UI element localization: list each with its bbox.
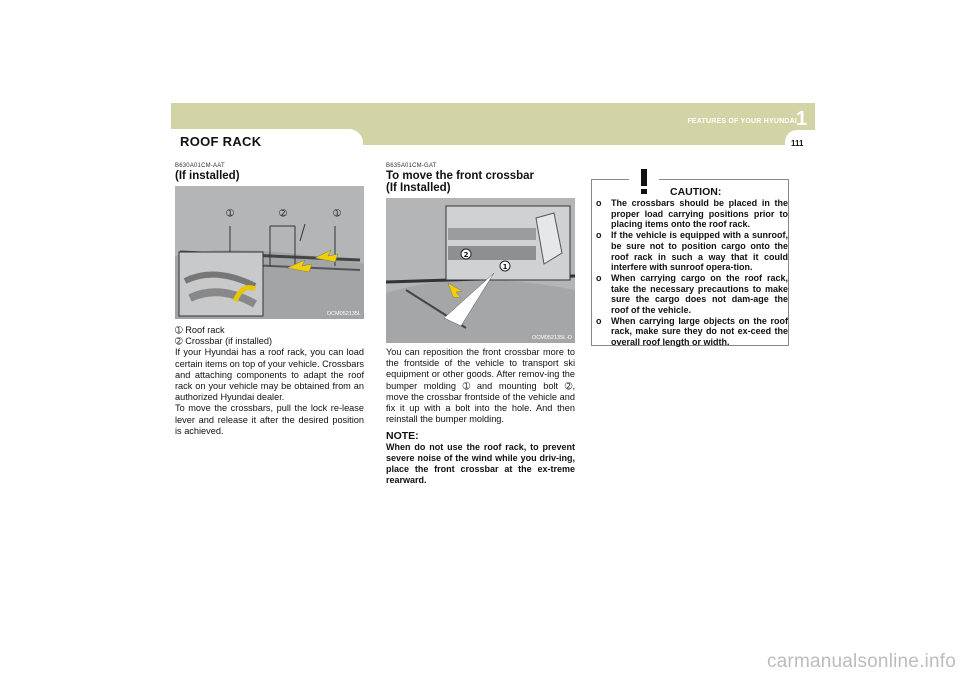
section-heading: (If installed) [175, 170, 240, 182]
image-caption: OCM052135L-D [531, 335, 572, 341]
paragraph: You can reposition the front crossbar more to the frontside of the vehicle to transport ski equipment or other goods. After remov-ing the bumper molding ➀ and mounting bolt ➁, move the crossbar frontside of the vehicle and fix it up with a bolt into the hole. And then reinstall the bumper molding. [386, 347, 575, 425]
callout-2: ➁ [279, 209, 287, 219]
callout-2: 2 [463, 251, 469, 259]
bullet: o [596, 230, 602, 241]
warning-icon [629, 166, 659, 196]
paragraph: If your Hyundai has a roof rack, you can load certain items on top of your vehicle. Crossbars and attaching components to adapt the roof rack on your vehicle may be obtained from an authorized Hyundai dealer. [175, 347, 364, 403]
watermark: carmanualsonline.info [766, 651, 956, 672]
caution-item: o When carrying cargo on the roof rack, take the necessary precautions to make sure the cargo does not dam-age the roof of the vehicle. [596, 272, 788, 316]
caution-list [596, 198, 788, 348]
image-caption: OCM052135L [326, 311, 361, 317]
section-code: B630A01CM-AAT [175, 163, 225, 169]
caution-item: o If the vehicle is equipped with a sunroof, be sure not to position cargo onto the roof rack in such a way that it could interfere with sunroof opera-tion. [596, 230, 788, 273]
crossbar-illustration [386, 198, 575, 343]
paragraph: To move the crossbars, pull the lock re-lease lever and release it after the desired position is achieved. [175, 403, 364, 436]
section-title: ROOF RACK [180, 134, 262, 149]
crossbar-drawing [386, 198, 575, 343]
chapter-number: 1 [796, 108, 808, 130]
caution-title: CAUTION: [670, 186, 722, 198]
note-text: When do not use the roof rack, to prevent severe noise of the wind while you driv-ing, place the front crossbar at the ex-treme rearward. [386, 442, 575, 486]
caution-item: o When carrying large objects on the roof rack, make sure they do not ex-ceed the overall roof length or width. [596, 315, 788, 348]
item-roof-rack: ➀ Roof rack [175, 325, 225, 335]
callout-1: 1 [502, 263, 508, 271]
callout-1-right: ➀ [333, 209, 341, 219]
caution-item: o The crossbars should be placed in the proper load carrying positions prior to placing items onto the roof rack. [596, 198, 788, 230]
callout-1-left: ➀ [226, 209, 234, 219]
section-heading: To move the front crossbar [386, 170, 535, 182]
roof-rack-drawing [175, 186, 364, 319]
bullet: o [596, 198, 602, 208]
bullet: o [596, 315, 602, 326]
section-code: B635A01CM-GAT [386, 163, 437, 169]
roof-rack-illustration [175, 186, 364, 319]
note-heading: NOTE: [386, 430, 419, 443]
bullet: o [596, 272, 602, 283]
left-column [175, 163, 364, 437]
caution-box [591, 179, 789, 346]
chapter-label: FEATURES OF YOUR HYUNDAI [687, 118, 797, 125]
page-number: 111 [791, 139, 804, 148]
middle-column [386, 163, 575, 486]
item-crossbar: ➁ Crossbar (if installed) [175, 336, 273, 347]
section-heading-sub: (If Installed) [386, 182, 451, 194]
